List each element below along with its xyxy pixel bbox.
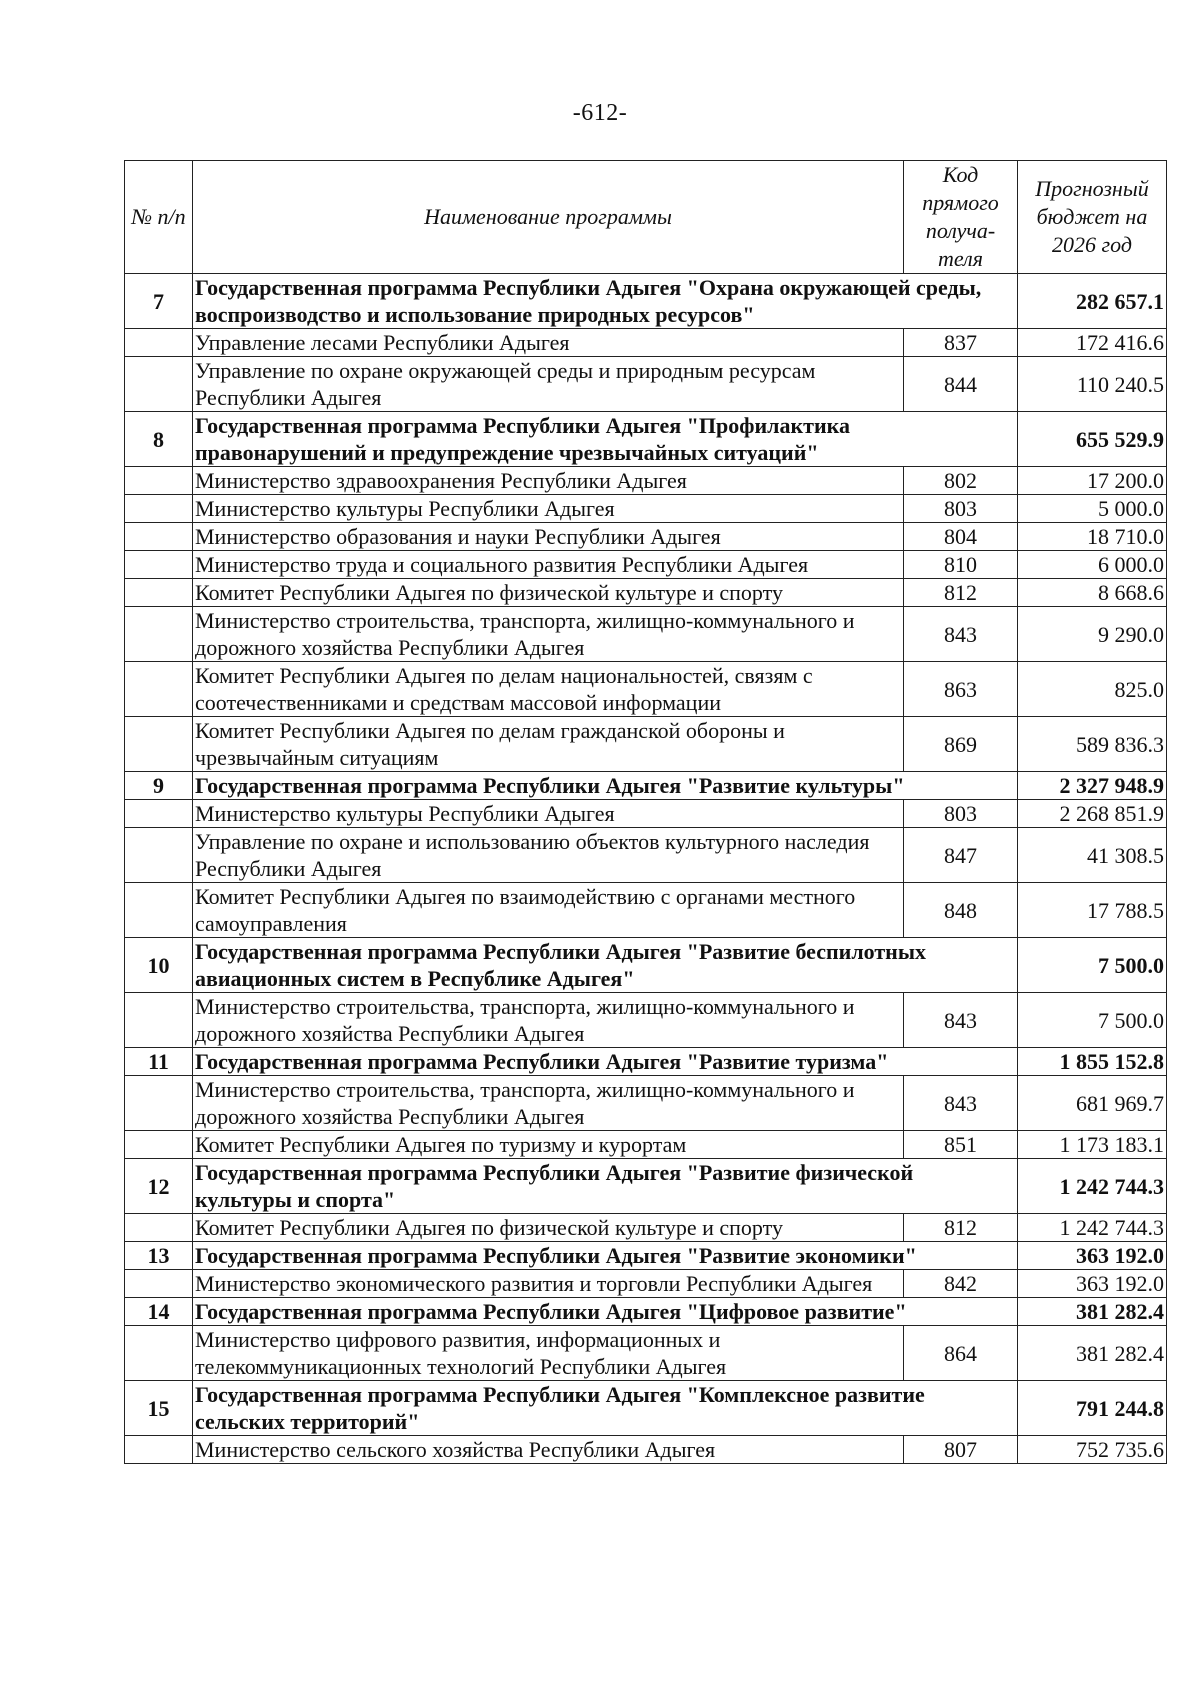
program-row — [125, 1298, 1167, 1326]
table-row — [125, 551, 1167, 579]
recipient-amount: 17 200.0 — [1018, 467, 1167, 495]
program-row — [125, 772, 1167, 800]
recipient-name: Комитет Республики Адыгея по взаимодействию с органами местного самоуправления — [193, 883, 904, 938]
table-row — [125, 495, 1167, 523]
program-number: 10 — [125, 938, 193, 993]
row-number-empty — [125, 1214, 193, 1242]
recipient-name: Комитет Республики Адыгея по делам национальностей, связям с соотечественниками и средствам массовой информации — [193, 662, 904, 717]
recipient-amount: 589 836.3 — [1018, 717, 1167, 772]
table-row — [125, 1270, 1167, 1298]
table-body — [125, 274, 1167, 1464]
row-number-empty — [125, 1270, 193, 1298]
program-total: 282 657.1 — [1018, 274, 1167, 329]
program-name: Государственная программа Республики Адыгея "Цифровое развитие" — [193, 1298, 1018, 1326]
recipient-amount: 381 282.4 — [1018, 1326, 1167, 1381]
row-number-empty — [125, 662, 193, 717]
recipient-code: 810 — [904, 551, 1018, 579]
row-number-empty — [125, 883, 193, 938]
recipient-name: Комитет Республики Адыгея по физической культуре и спорту — [193, 579, 904, 607]
recipient-code: 837 — [904, 329, 1018, 357]
recipient-name: Управление лесами Республики Адыгея — [193, 329, 904, 357]
row-number-empty — [125, 1436, 193, 1464]
recipient-code: 843 — [904, 993, 1018, 1048]
program-name: Государственная программа Республики Адыгея "Развитие экономики" — [193, 1242, 1018, 1270]
row-number-empty — [125, 1076, 193, 1131]
recipient-name: Министерство строительства, транспорта, жилищно-коммунального и дорожного хозяйства Республики Адыгея — [193, 607, 904, 662]
header-num: № п/п — [125, 161, 193, 274]
program-name: Государственная программа Республики Адыгея "Охрана окружающей среды, воспроизводство и использование природных ресурсов" — [193, 274, 1018, 329]
recipient-code: 803 — [904, 495, 1018, 523]
budget-table — [124, 160, 1167, 1464]
row-number-empty — [125, 800, 193, 828]
program-row — [125, 1159, 1167, 1214]
program-total: 655 529.9 — [1018, 412, 1167, 467]
header-budget: Прогнозный бюджет на 2026 год — [1018, 161, 1167, 274]
recipient-code: 802 — [904, 467, 1018, 495]
table-row — [125, 993, 1167, 1048]
program-name: Государственная программа Республики Адыгея "Профилактика правонарушений и предупреждение чрезвычайных ситуаций" — [193, 412, 1018, 467]
program-number: 8 — [125, 412, 193, 467]
recipient-amount: 681 969.7 — [1018, 1076, 1167, 1131]
table-row — [125, 1076, 1167, 1131]
table-row — [125, 1326, 1167, 1381]
program-number: 7 — [125, 274, 193, 329]
recipient-name: Министерство образования и науки Республики Адыгея — [193, 523, 904, 551]
program-number: 9 — [125, 772, 193, 800]
row-number-empty — [125, 467, 193, 495]
recipient-name: Министерство строительства, транспорта, жилищно-коммунального и дорожного хозяйства Республики Адыгея — [193, 1076, 904, 1131]
recipient-amount: 18 710.0 — [1018, 523, 1167, 551]
recipient-code: 812 — [904, 579, 1018, 607]
program-name: Государственная программа Республики Адыгея "Развитие беспилотных авиационных систем в Республике Адыгея" — [193, 938, 1018, 993]
program-number: 15 — [125, 1381, 193, 1436]
row-number-empty — [125, 523, 193, 551]
program-row — [125, 274, 1167, 329]
recipient-amount: 825.0 — [1018, 662, 1167, 717]
recipient-code: 843 — [904, 1076, 1018, 1131]
program-total: 1 242 744.3 — [1018, 1159, 1167, 1214]
program-name: Государственная программа Республики Адыгея "Развитие физической культуры и спорта" — [193, 1159, 1018, 1214]
program-total: 2 327 948.9 — [1018, 772, 1167, 800]
recipient-amount: 110 240.5 — [1018, 357, 1167, 412]
page-number: -612- — [572, 100, 628, 126]
recipient-code: 851 — [904, 1131, 1018, 1159]
table-row — [125, 467, 1167, 495]
program-number: 13 — [125, 1242, 193, 1270]
recipient-amount: 2 268 851.9 — [1018, 800, 1167, 828]
table-row — [125, 1131, 1167, 1159]
recipient-name: Министерство культуры Республики Адыгея — [193, 800, 904, 828]
recipient-name: Министерство культуры Республики Адыгея — [193, 495, 904, 523]
table-row — [125, 329, 1167, 357]
table-row — [125, 800, 1167, 828]
recipient-code: 848 — [904, 883, 1018, 938]
program-total: 363 192.0 — [1018, 1242, 1167, 1270]
recipient-name: Министерство труда и социального развития Республики Адыгея — [193, 551, 904, 579]
row-number-empty — [125, 1131, 193, 1159]
header-code: Код прямого получа-теля — [904, 161, 1018, 274]
table-row — [125, 523, 1167, 551]
table-row — [125, 828, 1167, 883]
recipient-code: 807 — [904, 1436, 1018, 1464]
recipient-name: Управление по охране и использованию объектов культурного наследия Республики Адыгея — [193, 828, 904, 883]
recipient-code: 844 — [904, 357, 1018, 412]
recipient-code: 812 — [904, 1214, 1018, 1242]
program-row — [125, 412, 1167, 467]
table-row — [125, 579, 1167, 607]
table-row — [125, 662, 1167, 717]
row-number-empty — [125, 551, 193, 579]
row-number-empty — [125, 579, 193, 607]
row-number-empty — [125, 993, 193, 1048]
table-row — [125, 883, 1167, 938]
recipient-amount: 363 192.0 — [1018, 1270, 1167, 1298]
recipient-amount: 9 290.0 — [1018, 607, 1167, 662]
program-number: 11 — [125, 1048, 193, 1076]
program-row — [125, 1381, 1167, 1436]
table-row — [125, 1214, 1167, 1242]
recipient-name: Министерство экономического развития и торговли Республики Адыгея — [193, 1270, 904, 1298]
recipient-amount: 17 788.5 — [1018, 883, 1167, 938]
program-name: Государственная программа Республики Адыгея "Развитие культуры" — [193, 772, 1018, 800]
recipient-code: 843 — [904, 607, 1018, 662]
header-name: Наименование программы — [193, 161, 904, 274]
recipient-code: 869 — [904, 717, 1018, 772]
recipient-code: 863 — [904, 662, 1018, 717]
recipient-name: Управление по охране окружающей среды и природным ресурсам Республики Адыгея — [193, 357, 904, 412]
table-row — [125, 357, 1167, 412]
recipient-code: 804 — [904, 523, 1018, 551]
recipient-code: 842 — [904, 1270, 1018, 1298]
recipient-amount: 1 173 183.1 — [1018, 1131, 1167, 1159]
recipient-amount: 172 416.6 — [1018, 329, 1167, 357]
recipient-amount: 41 308.5 — [1018, 828, 1167, 883]
program-total: 7 500.0 — [1018, 938, 1167, 993]
recipient-name: Министерство здравоохранения Республики Адыгея — [193, 467, 904, 495]
table-row — [125, 1436, 1167, 1464]
program-row — [125, 1242, 1167, 1270]
recipient-amount: 7 500.0 — [1018, 993, 1167, 1048]
recipient-amount: 8 668.6 — [1018, 579, 1167, 607]
row-number-empty — [125, 717, 193, 772]
row-number-empty — [125, 828, 193, 883]
program-total: 381 282.4 — [1018, 1298, 1167, 1326]
program-total: 1 855 152.8 — [1018, 1048, 1167, 1076]
header-row — [125, 161, 1167, 274]
row-number-empty — [125, 495, 193, 523]
program-total: 791 244.8 — [1018, 1381, 1167, 1436]
recipient-name: Комитет Республики Адыгея по туризму и курортам — [193, 1131, 904, 1159]
program-name: Государственная программа Республики Адыгея "Развитие туризма" — [193, 1048, 1018, 1076]
recipient-code: 847 — [904, 828, 1018, 883]
row-number-empty — [125, 1326, 193, 1381]
recipient-name: Министерство строительства, транспорта, жилищно-коммунального и дорожного хозяйства Республики Адыгея — [193, 993, 904, 1048]
recipient-name: Министерство сельского хозяйства Республики Адыгея — [193, 1436, 904, 1464]
recipient-name: Комитет Республики Адыгея по делам гражданской обороны и чрезвычайным ситуациям — [193, 717, 904, 772]
row-number-empty — [125, 357, 193, 412]
program-number: 14 — [125, 1298, 193, 1326]
row-number-empty — [125, 329, 193, 357]
program-number: 12 — [125, 1159, 193, 1214]
program-row — [125, 938, 1167, 993]
recipient-amount: 752 735.6 — [1018, 1436, 1167, 1464]
recipient-amount: 6 000.0 — [1018, 551, 1167, 579]
row-number-empty — [125, 607, 193, 662]
program-name: Государственная программа Республики Адыгея "Комплексное развитие сельских территорий" — [193, 1381, 1018, 1436]
recipient-name: Министерство цифрового развития, информационных и телекоммуникационных технологий Республики Адыгея — [193, 1326, 904, 1381]
table-row — [125, 607, 1167, 662]
recipient-amount: 5 000.0 — [1018, 495, 1167, 523]
recipient-name: Комитет Республики Адыгея по физической культуре и спорту — [193, 1214, 904, 1242]
program-row — [125, 1048, 1167, 1076]
table-row — [125, 717, 1167, 772]
recipient-amount: 1 242 744.3 — [1018, 1214, 1167, 1242]
recipient-code: 864 — [904, 1326, 1018, 1381]
recipient-code: 803 — [904, 800, 1018, 828]
